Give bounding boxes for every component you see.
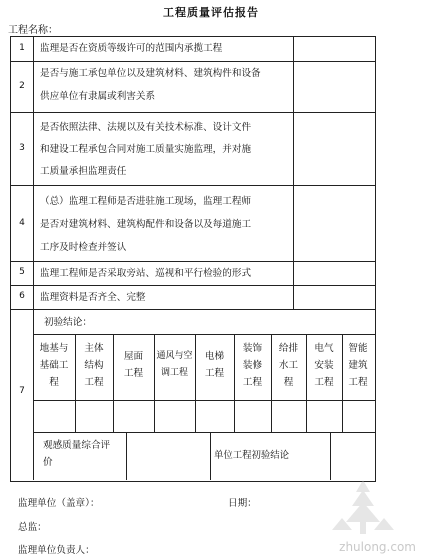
watermark-text: zhulong.com [339,540,416,554]
category-electrical: 电气 安装 工程 [314,343,334,388]
criterion-text: （总）监理工程师是否进驻施工现场，监理工程师 [40,196,252,207]
report-title: 工程质量评估报告 [163,6,259,19]
unit-acceptance-label: 单位工程初验结论 [214,450,290,461]
supervision-unit-label: 监理单位（盖章）： [18,498,100,509]
criterion-text: 工质量承担监理责任 [40,166,127,177]
row7-col-line [330,432,331,480]
criterion-text: 是否对建筑材料、建筑构配件和设备以及每道施工 [40,219,252,230]
criterion-text: 是否依照法律、法规以及有关技术标准、设计文件 [40,122,252,133]
visual-quality-label: 观感质量综合评 价 [43,440,111,468]
criterion-text: 是否与施工承包单位以及建筑材料、建筑构件和设备 [40,68,261,79]
category-plumbing: 给排 水工 程 [278,343,299,388]
criterion-text: 监理资料是否齐全、完整 [40,292,146,303]
category-foundation: 地基与 基础工 程 [39,343,69,388]
row-line [10,185,375,186]
row-number: 4 [19,218,25,228]
conclusion-label: 初验结论： [44,317,92,328]
number-column-divider [33,36,34,480]
criterion-text: 工序及时检查并签认 [40,242,127,253]
chief-supervisor-label: 总监： [18,522,47,533]
row-number: 1 [19,43,25,53]
criterion-text: 监理是否在资质等级许可的范围内承揽工程 [40,43,223,54]
answer-column-divider [293,36,294,309]
row-line [10,112,375,113]
row7-line [33,400,375,401]
date-label: 日期： [228,498,257,509]
category-elevator: 电梯 工程 [204,351,225,379]
category-roof: 屋面 工程 [123,351,144,379]
criterion-text: 监理工程师是否采取旁站、巡视和平行检验的形式 [40,268,252,279]
row-number: 6 [19,291,25,301]
row7-line [33,334,375,335]
row-number: 3 [19,143,25,153]
criterion-text: 和建设工程承包合同对施工质量实施监理，并对施 [40,144,252,155]
category-main-structure: 主体 结构 工程 [84,343,104,388]
row7-col-line [126,432,127,480]
row-number: 2 [19,81,25,91]
row-line [10,309,375,310]
row-number: 7 [19,386,25,396]
category-intelligent-building: 智能 建筑 工程 [348,343,368,388]
unit-head-label: 监理单位负责人： [18,545,95,556]
criterion-text: 供应单位有隶属或利害关系 [40,91,156,102]
row-number: 5 [19,267,25,277]
category-decoration: 装饰 装修 工程 [242,343,263,388]
project-name-label: 工程名称： [8,25,58,36]
row7-line [33,432,375,433]
watermark-logo-icon [328,478,398,538]
row7-col-line [210,432,211,480]
category-hvac: 通风与空 调工程 [156,351,193,378]
